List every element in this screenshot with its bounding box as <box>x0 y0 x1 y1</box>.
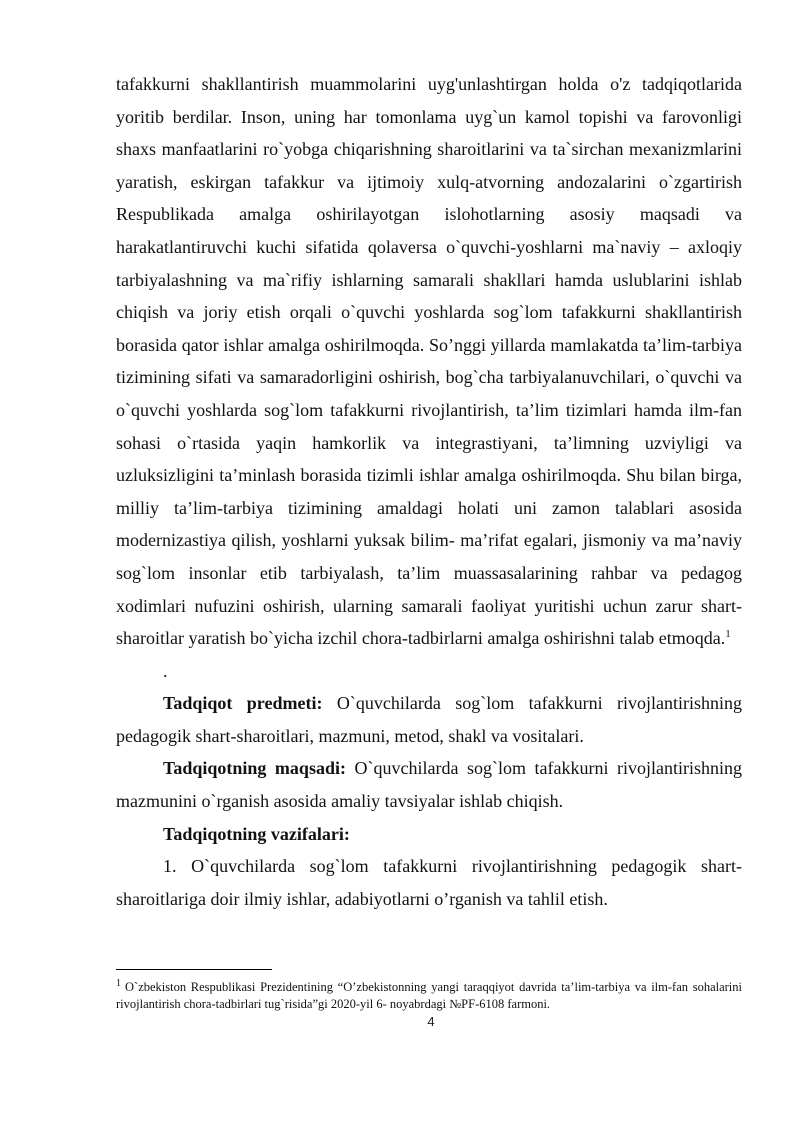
footnote-reference: 1 <box>725 628 731 641</box>
separator-dot: . <box>163 660 168 681</box>
page-number: 4 <box>427 1014 435 1029</box>
research-goal-label: Tadqiqotning maqsadi: <box>163 758 346 779</box>
research-goal-paragraph <box>116 752 742 817</box>
footnote <box>116 979 742 1013</box>
footnote-text: O`zbekiston Respublikasi Prezidentining “O’zbekistonning yangi taraqqiyot davrida ta’lim-tarbiya va ilm-fan sohalarini rivojlantirish chora-tadbirlari tug`risida”gi 2020-yil 6- noyabrdagi №PF-6108 farmoni. <box>116 980 742 1011</box>
research-tasks-heading-paragraph <box>116 818 742 851</box>
research-subject-paragraph <box>116 687 742 752</box>
paragraph-text: tafakkurni shakllantirish muammolarini uyg'unlashtirgan holda o'z tadqiqotlarida yoritib berdilar. Inson, uning har tomonlama uyg`un kamol topishi va farovonligi shaxs manfaatlarini ro`yobga chiqarishning sharoitlarini va ta`sirchan mexanizmlarini yaratish, eskirgan tafakkur va ijtimoiy xulq-atvorning andozalarini o`zgartirish Respublikada amalga oshirilayotgan islohotlarning asosiy maqsadi va harakatlantiruvchi kuchi sifatida qolaversa o`quvchi-yoshlarni ma`naviy – axloqiy tarbiyalashning va ma`rifiy ishlarning samarali shakllari hamda uslublarini ishlab chiqish va joriy etish orqali o`quvchi yoshlarda sog`lom tafakkurni shakllantirish borasida qator ishlar amalga oshirilmoqda. So’nggi yillarda mamlakatda ta’lim-tarbiya tizimining sifati va samaradorligini oshirish, bog`cha tarbiyalanuvchilari, o`quvchi va o`quvchi yoshlarda sog`lom tafakkurni rivojlantirish, ta’lim tizimlari hamda ilm-fan sohasi o`rtasida yaqin hamkorlik va integrastiyani, ta’limning uzviyligi va uzluksizligini ta’minlash borasida tizimli ishlar amalga oshirilmoqda. Shu bilan birga, milliy ta’lim-tarbiya tizimining amaldagi holati uni zamon talablari asosida modernizastiya qilish, yoshlarni yuksak bilim- ma’rifat egalari, jismoniy va ma’naviy sog`lom insonlar etib tarbiyalash, ta’lim muassasalarining rahbar va pedagog xodimlari nufuzini oshirish, ularning samarali faoliyat yuritishi uchun zarur shart-sharoitlar yaratish bo`yicha izchil chora-tadbirlarni amalga oshirishni talab etmoqda. <box>116 74 742 649</box>
research-subject-label: Tadqiqot predmeti: <box>163 693 323 714</box>
research-tasks-heading: Tadqiqotning vazifalari: <box>163 823 350 844</box>
body-paragraph <box>116 68 742 655</box>
research-task-item: 1. O`quvchilarda sog`lom tafakkurni rivojlantirishning pedagogik shart-sharoitlariga doir ilmiy ishlar, adabiyotlarni o’rganish va tahlil etish. <box>116 856 742 909</box>
research-subject-text: O`quvchilarda sog`lom tafakkurni rivojlantirishning pedagogik shart-sharoitlari, mazmuni, metod, shakl va vositalari. <box>116 693 743 746</box>
footnote-number: 1 <box>116 978 121 989</box>
research-goal-text: O`quvchilarda sog`lom tafakkurni rivojlantirishning mazmunini o`rganish asosida amaliy tavsiyalar ishlab chiqish. <box>116 758 742 812</box>
document-body <box>116 68 742 915</box>
footnote-divider <box>116 969 272 970</box>
